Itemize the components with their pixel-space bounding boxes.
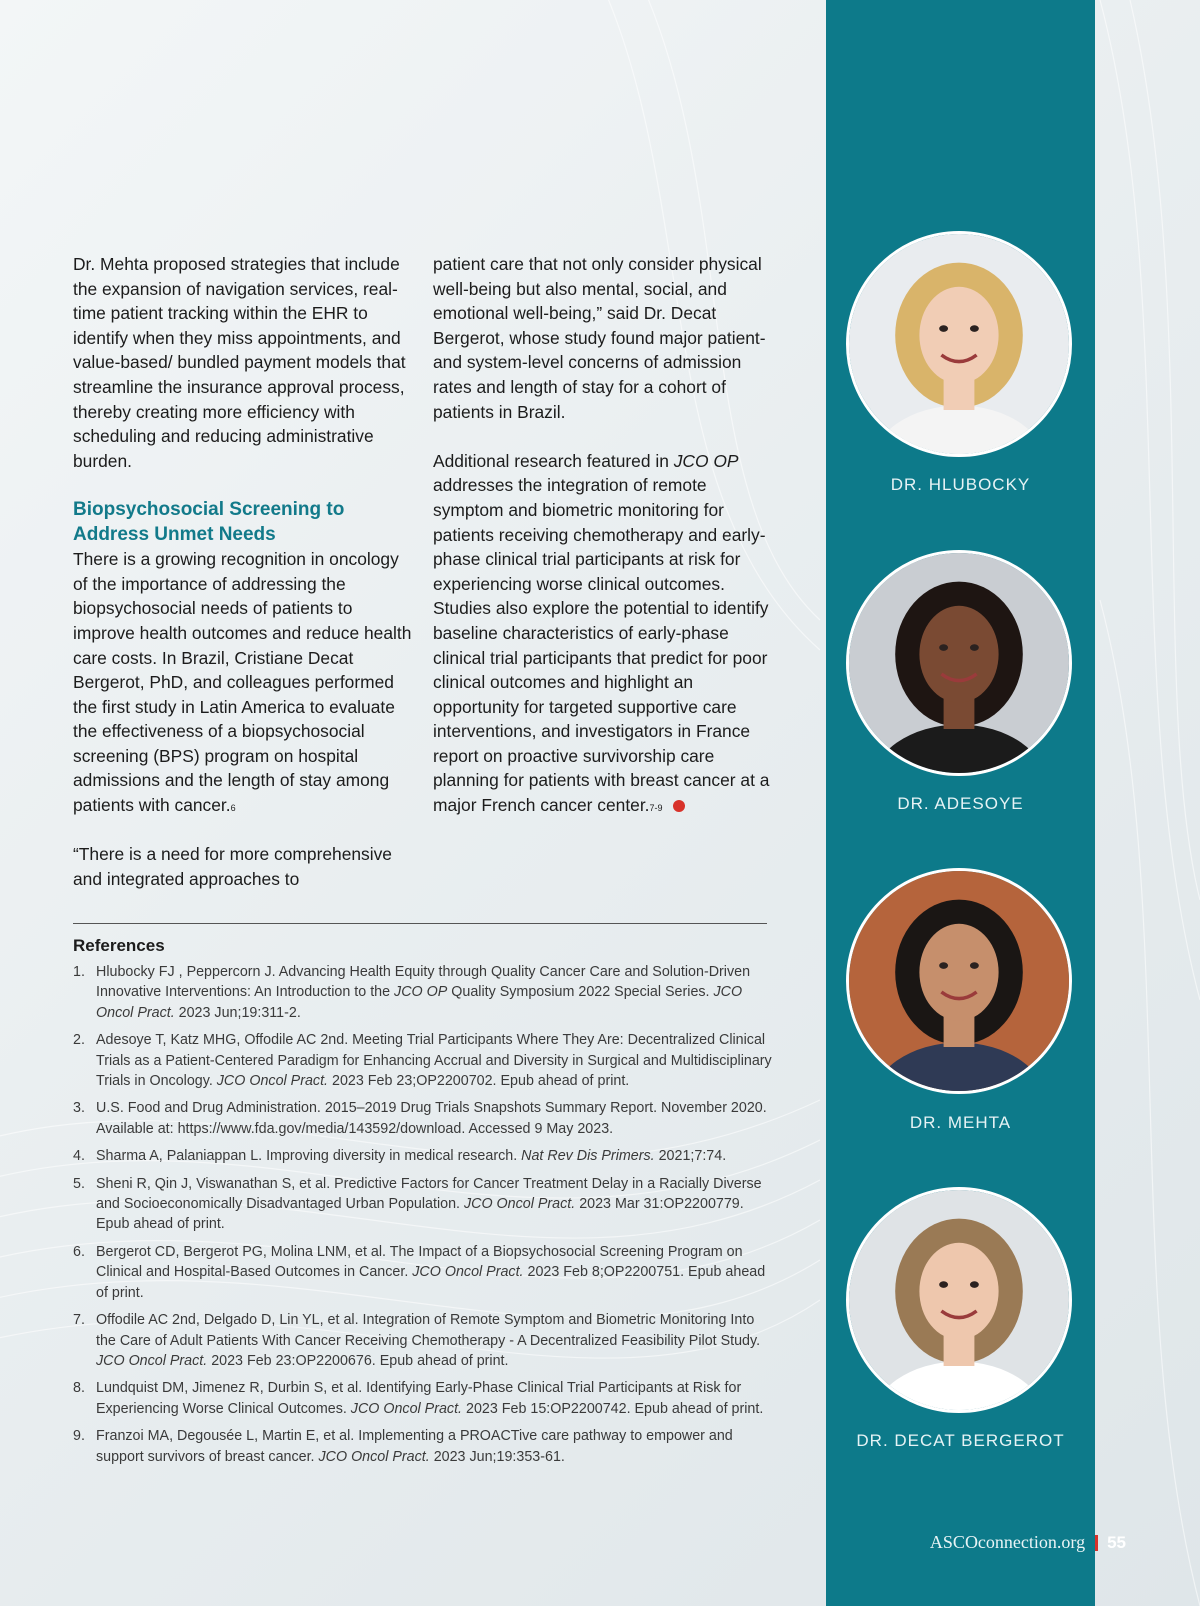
- section-heading: Biopsychosocial Screening to Address Unmet Needs: [73, 498, 345, 545]
- reference-text: 2023 Jun;19:311-2.: [174, 1004, 301, 1021]
- reference-text: 2021;7:74.: [654, 1148, 727, 1165]
- caption-hlubocky: DR. HLUBOCKY: [890, 475, 1031, 494]
- reference-text: Hlubocky FJ , Peppercorn J. Advancing Health Equity through Quality Cancer Care and Solution-Driven Innovative Interventions: An Introduction to the: [96, 964, 751, 1001]
- reference-text: 2023 Jun;19:353-61.: [429, 1448, 565, 1465]
- portrait-eye: [939, 325, 948, 332]
- reference-journal: JCO Oncol Pract.: [350, 1400, 463, 1417]
- caption-mehta: DR. MEHTA: [909, 1113, 1012, 1132]
- reference-item: [73, 962, 773, 1023]
- reference-superscript: 7-9: [649, 803, 663, 814]
- reference-number: 4.: [73, 1148, 85, 1165]
- reference-text: 2023 Mar 31:OP2200779. Epub ahead of print.: [96, 1196, 744, 1233]
- reference-superscript: 6: [230, 803, 236, 814]
- reference-journal: JCO Oncol Pract.: [96, 984, 743, 1021]
- portrait-eye: [939, 644, 948, 651]
- reference-item: [73, 1310, 773, 1371]
- reference-item: [73, 1030, 773, 1091]
- article-column-right: [433, 252, 773, 842]
- journal-name: JCO OP: [673, 450, 739, 471]
- reference-journal: JCO OP: [394, 984, 448, 1001]
- portrait-eye: [970, 1281, 979, 1288]
- reference-item: [73, 1378, 773, 1419]
- portrait-decat-bergerot: [846, 1187, 1072, 1413]
- paragraph-text: There is a growing recognition in oncology of the importance of addressing the biopsychosocial needs of patients to improve health outcomes and reduce health care costs. In Brazil, Cristiane Decat Bergerot, PhD, and colleagues performed the first study in Latin America to evaluate the effectiveness of a biopsychosocial screening (BPS) program on hospital admissions and the length of stay among patients with cancer.: [73, 549, 412, 816]
- paragraph-quote-start: “There is a need for more comprehensive and integrated approaches to: [73, 844, 392, 889]
- paragraph-text: addresses the integration of remote symptom and biometric monitoring for patients receiving chemotherapy and early-phase clinical trial participants at risk for experiencing worse clinical outcomes. Studies also explore the potential to identify baseline characteristics of early-phase clinical trial participants that predict for poor clinical outcomes and highlight an opportunity for targeted supportive care interventions, and investigators in France report on proactive survivorship care planning for patients with breast cancer at a major French cancer center.: [433, 475, 770, 816]
- reference-number: 3.: [73, 1100, 85, 1117]
- reference-item: [73, 1146, 773, 1166]
- end-of-article-dot: [673, 800, 685, 812]
- portrait-sidebar: [826, 0, 1095, 1606]
- portrait-adesoye: [846, 550, 1072, 776]
- page-footer: [930, 1532, 1126, 1553]
- references-list: [73, 962, 773, 1467]
- paragraph-quote-end: patient care that not only consider physical well-being but also mental, social, and emotional well-being,” said Dr. Decat Bergerot, whose study found major patient- and system-level concerns of admission rates and length of stay for a cohort of patients in Brazil.: [433, 254, 766, 422]
- footer-divider: [1095, 1535, 1098, 1551]
- reference-text: Offodile AC 2nd, Delgado D, Lin YL, et al. Integration of Remote Symptom and Biometric Monitoring Into the Care of Adult Patients With Cancer Receiving Chemotherapy - A Decentralized Feasibility Pilot Study.: [96, 1312, 761, 1349]
- reference-text: Sharma A, Palaniappan L. Improving diversity in medical research.: [96, 1148, 522, 1165]
- reference-text: 2023 Feb 8;OP2200751. Epub ahead of print.: [96, 1264, 766, 1301]
- paragraph-biopsychosocial: [73, 547, 413, 818]
- reference-number: 2.: [73, 1032, 85, 1049]
- portrait-face: [919, 924, 998, 1021]
- paragraph-mehta-strategies: Dr. Mehta proposed strategies that include the expansion of navigation services, real-time patient tracking within the EHR to identify when they miss appointments, and value-based/ bundled payment models that streamline the insurance approval process, thereby creating more efficiency with scheduling and reducing administrative burden.: [73, 254, 406, 471]
- reference-journal: JCO Oncol Pract.: [412, 1264, 524, 1281]
- portrait-face: [919, 1243, 998, 1340]
- paragraph-additional-research: [433, 449, 773, 818]
- reference-number: 8.: [73, 1380, 85, 1397]
- caption-adesoye: DR. ADESOYE: [897, 794, 1024, 813]
- reference-journal: JCO Oncol Pract.: [463, 1196, 576, 1213]
- portrait-eye: [939, 962, 948, 969]
- article-column-left: [73, 252, 413, 916]
- paragraph-text: Additional research featured in: [433, 450, 674, 471]
- reference-journal: JCO Oncol Pract.: [216, 1073, 329, 1090]
- reference-item: [73, 1098, 773, 1139]
- reference-text: U.S. Food and Drug Administration. 2015–2019 Drug Trials Snapshots Summary Report. November 2020. Available at: https://www.fda.gov/media/143592/download. Accessed 9 May 2023.: [96, 1100, 767, 1137]
- portrait-eye: [939, 1281, 948, 1288]
- references-section: [73, 935, 773, 1474]
- portrait-face: [919, 287, 998, 384]
- reference-journal: Nat Rev Dis Primers.: [521, 1148, 655, 1165]
- reference-number: 6.: [73, 1243, 85, 1260]
- page-number: 55: [1107, 1532, 1126, 1552]
- reference-text: Lundquist DM, Jimenez R, Durbin S, et al. Identifying Early-Phase Clinical Trial Participants at Risk for Experiencing Worse Clinical Outcomes.: [96, 1380, 742, 1417]
- reference-number: 9.: [73, 1428, 85, 1445]
- portrait-eye: [970, 644, 979, 651]
- reference-text: 2023 Feb 23;OP2200702. Epub ahead of print.: [328, 1073, 630, 1090]
- reference-text: Bergerot CD, Bergerot PG, Molina LNM, et al. The Impact of a Biopsychosocial Screening Program on Clinical and Hospital-Based Outcomes in Cancer.: [96, 1243, 743, 1281]
- reference-number: 5.: [73, 1175, 85, 1192]
- references-title: References: [73, 936, 165, 955]
- caption-decat-bergerot: DR. DECAT BERGEROT: [856, 1431, 1065, 1450]
- portrait-eye: [970, 962, 979, 969]
- reference-journal: JCO Oncol Pract.: [96, 1352, 208, 1369]
- portrait-face: [919, 606, 998, 703]
- reference-text: 2023 Feb 23:OP2200676. Epub ahead of print.: [207, 1352, 509, 1369]
- reference-journal: JCO Oncol Pract.: [318, 1448, 430, 1465]
- reference-item: [73, 1242, 773, 1303]
- reference-text: 2023 Feb 15:OP2200742. Epub ahead of print.: [462, 1400, 764, 1417]
- reference-item: [73, 1174, 773, 1235]
- portrait-hlubocky: [846, 231, 1072, 457]
- reference-text: Quality Symposium 2022 Special Series.: [447, 984, 714, 1001]
- portrait-mehta: [846, 868, 1072, 1094]
- reference-text: Franzoi MA, Degousée L, Martin E, et al. Implementing a PROACTive care pathway to empower and support survivors of breast cancer.: [96, 1428, 733, 1465]
- reference-number: 1.: [73, 964, 85, 980]
- reference-text: Sheni R, Qin J, Viswanathan S, et al. Predictive Factors for Cancer Treatment Delay in a Racially Diverse and Socioeconomically Disadvantaged Urban Population.: [96, 1175, 762, 1213]
- references-divider: [73, 923, 767, 924]
- reference-text: Adesoye T, Katz MHG, Offodile AC 2nd. Meeting Trial Participants Where They Are: Decentralized Clinical Trials as a Patient-Centered Paradigm for Enhancing Accrual and Diversity in Surgical and Multidisciplinary Trials in Oncology.: [96, 1032, 772, 1090]
- footer-site-link[interactable]: ASCOconnection.org: [929, 1532, 1086, 1552]
- portrait-eye: [970, 325, 979, 332]
- reference-number: 7.: [73, 1312, 85, 1329]
- reference-item: [73, 1426, 773, 1467]
